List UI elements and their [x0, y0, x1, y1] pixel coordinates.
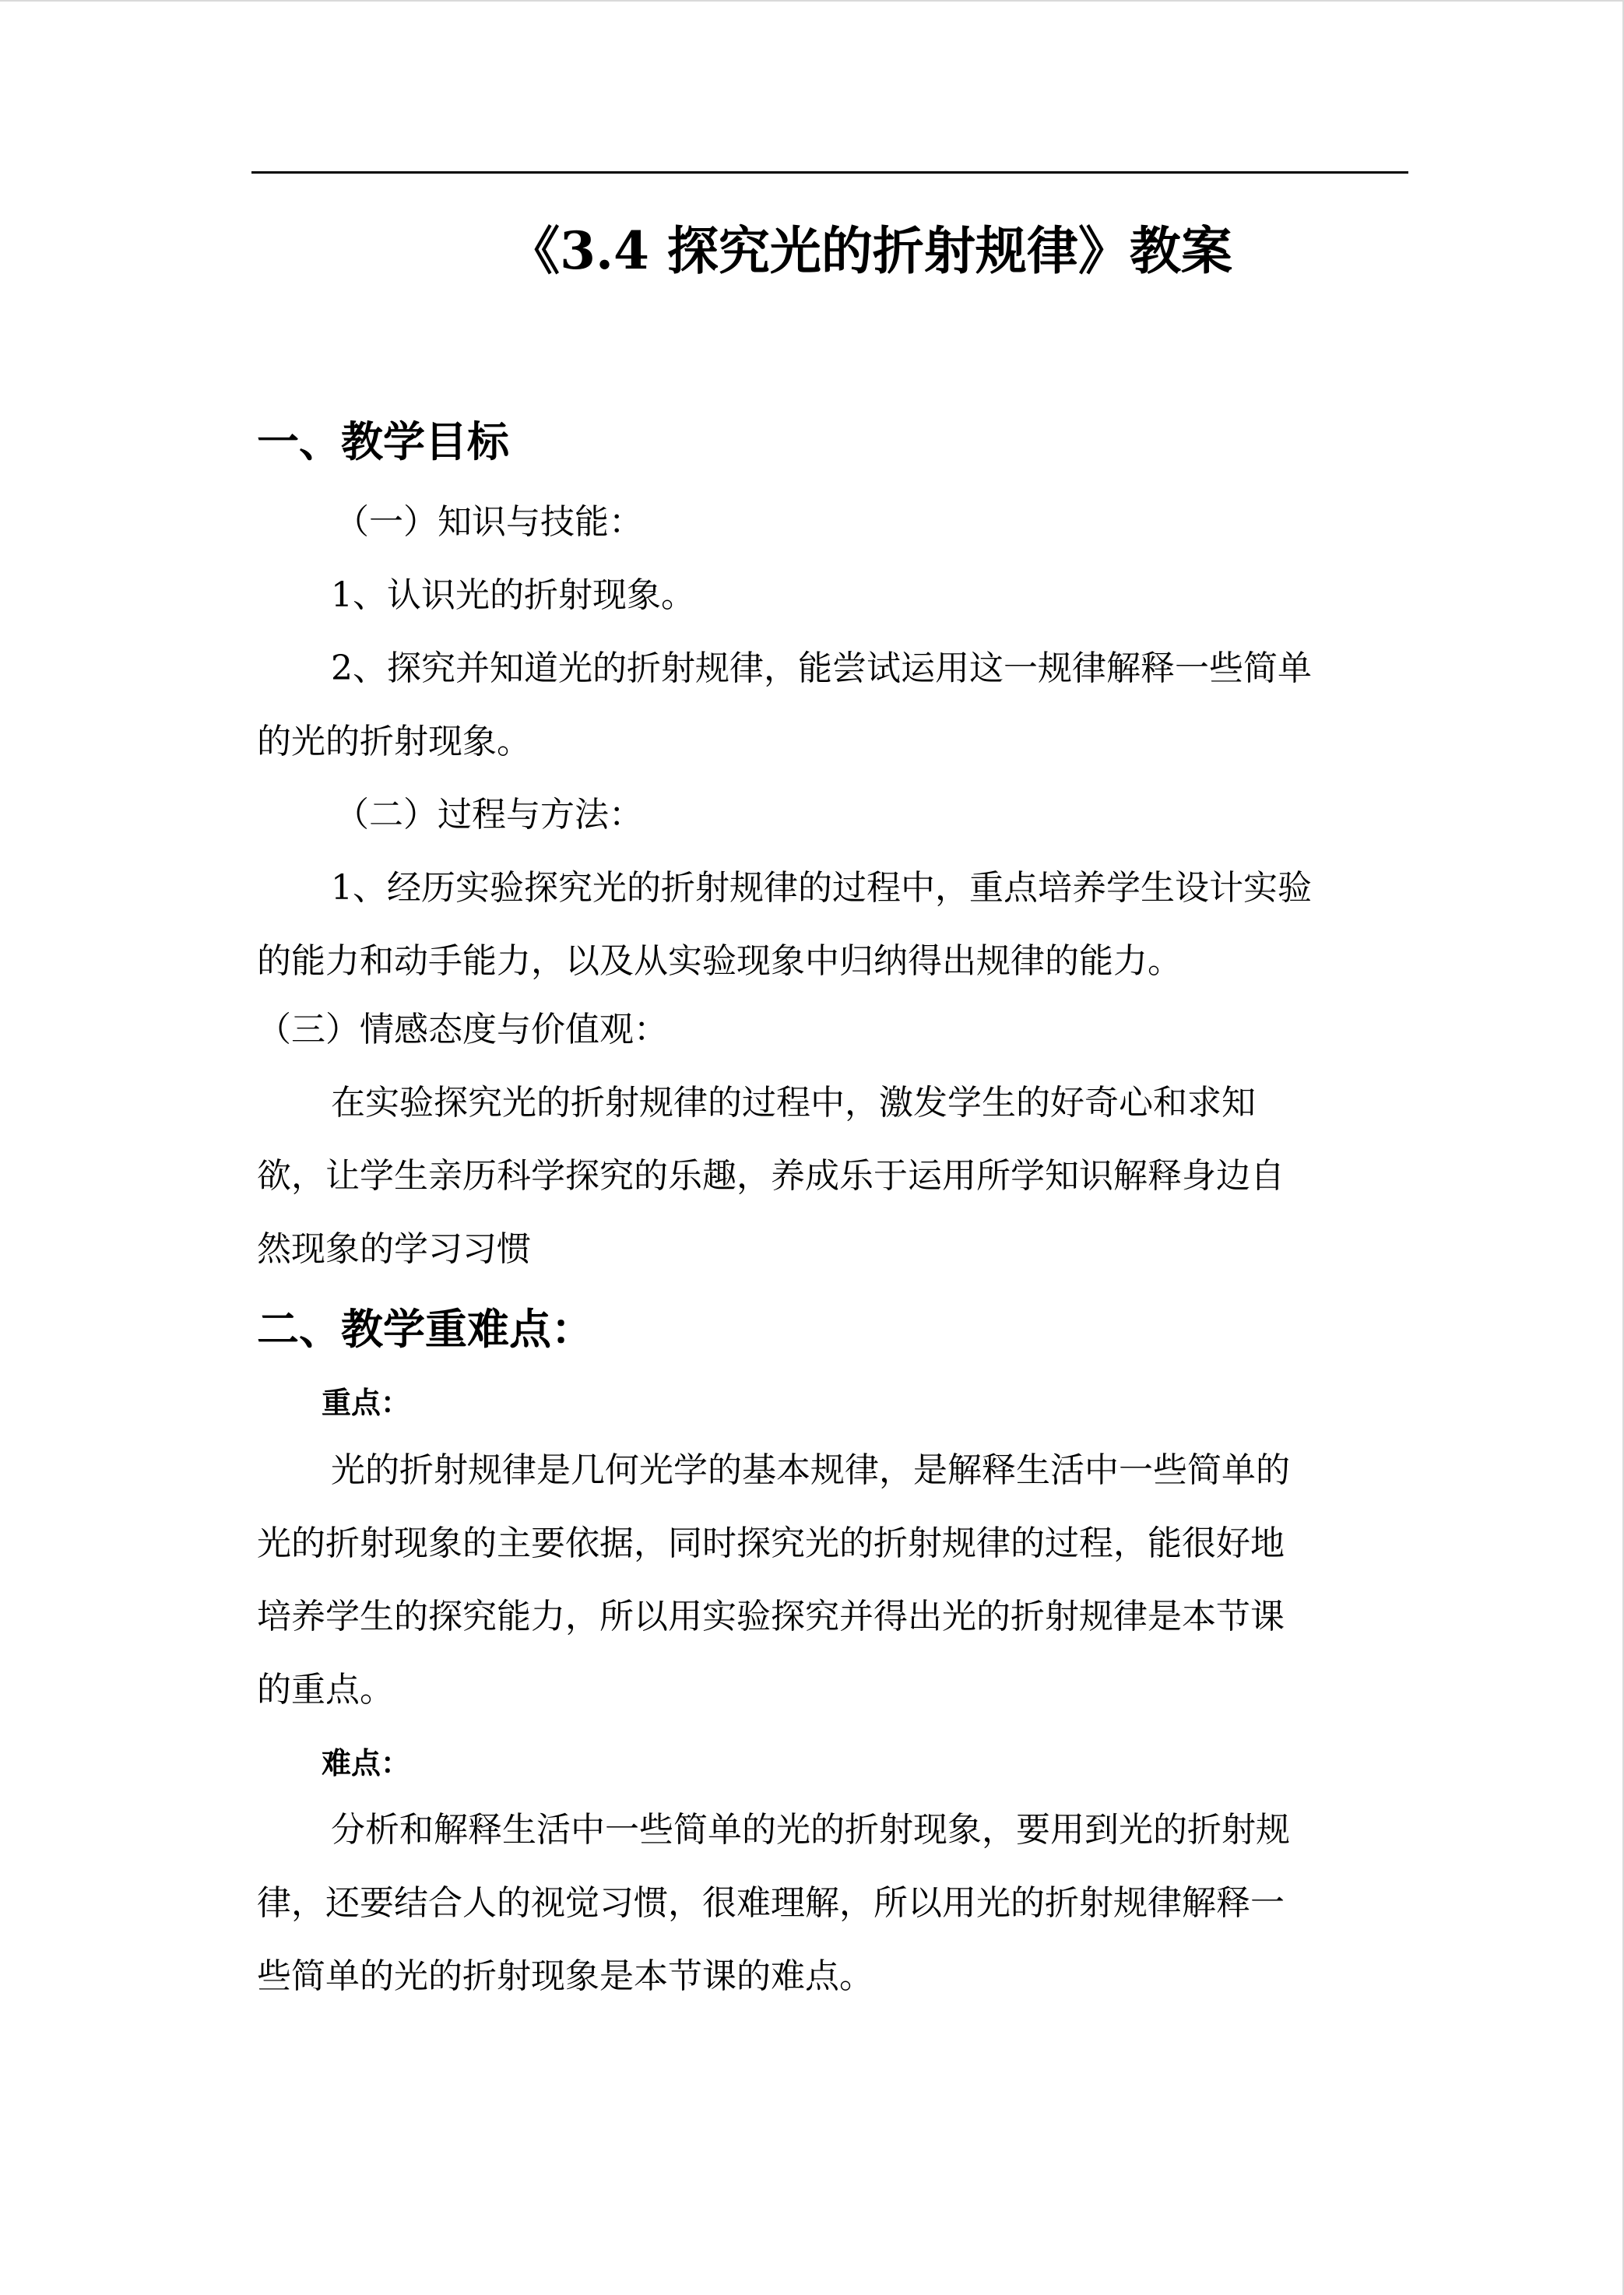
paragraph-line: 1、认识光的折射现象。: [331, 575, 695, 615]
paragraph-line: 分析和解释生活中一些简单的光的折射现象，要用到光的折射规: [331, 1810, 1290, 1850]
paragraph-line: 的重点。: [257, 1670, 394, 1710]
paragraph-line: 律，还要结合人的视觉习惯，很难理解，所以用光的折射规律解释一: [257, 1883, 1285, 1923]
paragraph-line: （一）知识与技能：: [335, 502, 643, 542]
subheading-difficult-point: 难点：: [322, 1745, 411, 1780]
paragraph-line: 光的折射现象的主要依据，同时探究光的折射规律的过程，能很好地: [257, 1524, 1285, 1563]
page-edge-top: [0, 0, 1624, 2]
document-title: 《3.4 探究光的折射规律》教案: [508, 220, 1232, 281]
section-heading-objectives: 一、教学目标: [257, 416, 509, 466]
paragraph-line: 1、经历实验探究光的折射规律的过程中，重点培养学生设计实验: [331, 868, 1312, 908]
paragraph-line: 然现象的学习习惯: [257, 1229, 531, 1269]
paragraph-line: 2、探究并知道光的折射规律，能尝试运用这一规律解释一些简单: [331, 648, 1312, 688]
paragraph-line: 欲，让学生亲历科学探究的乐趣，养成乐于运用所学知识解释身边自: [257, 1156, 1285, 1196]
paragraph-line: 的光的折射现象。: [257, 722, 531, 761]
paragraph-line: （三）情感态度与价值观：: [257, 1010, 668, 1049]
paragraph-line: 培养学生的探究能力，所以用实验探究并得出光的折射规律是本节课: [257, 1597, 1285, 1636]
paragraph-line: 的能力和动手能力，以及从实验现象中归纳得出规律的能力。: [257, 941, 1182, 981]
paragraph-line: 些简单的光的折射现象是本节课的难点。: [257, 1956, 874, 1996]
paragraph-line: 光的折射规律是几何光学的基本规律，是解释生活中一些简单的: [331, 1450, 1290, 1490]
paragraph-line: （二）过程与方法：: [335, 795, 643, 835]
header-rule: [251, 171, 1408, 174]
subheading-key-point: 重点：: [322, 1385, 411, 1420]
section-heading-key-points: 二、教学重难点：: [257, 1304, 593, 1354]
paragraph-line: 在实验探究光的折射规律的过程中，激发学生的好奇心和求知: [331, 1083, 1256, 1123]
